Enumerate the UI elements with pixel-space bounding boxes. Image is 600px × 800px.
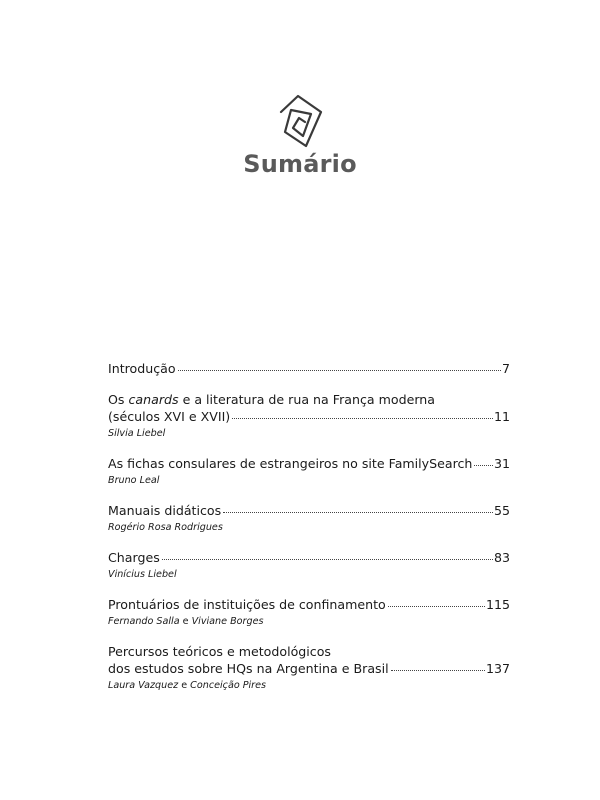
toc-entry-title: Prontuários de instituições de confinamento [108, 597, 386, 612]
toc-entry-title: Charges [108, 550, 160, 565]
toc-page-number: 115 [485, 597, 510, 612]
toc-entry-canards [108, 391, 510, 441]
author-conjunction: e [179, 616, 192, 627]
toc-line[interactable] [108, 408, 510, 425]
toc-authors [108, 615, 510, 629]
toc-page-number: 31 [493, 456, 510, 471]
toc-entry-title: As fichas consulares de estrangeiros no site FamilySearch [108, 456, 473, 471]
author-conjunction: e [178, 680, 191, 691]
toc-line[interactable] [108, 549, 510, 566]
toc-entry-title-line1[interactable]: Percursos teóricos e metodológicos [108, 644, 331, 659]
toc-entry-charges [108, 549, 510, 582]
toc-author: Conceição Pires [190, 680, 267, 691]
toc-author: Bruno Leal [108, 475, 160, 486]
toc-entry-introducao [108, 360, 510, 377]
toc-title-italic: canards [128, 392, 179, 407]
toc-page-number: 83 [493, 550, 510, 565]
toc-author: Viviane Borges [191, 616, 264, 627]
toc-entry-manuais [108, 502, 510, 535]
toc-authors [108, 679, 510, 693]
square-spiral-icon [277, 92, 327, 150]
dot-leader [474, 465, 493, 466]
dot-leader [232, 418, 493, 419]
toc-author: Laura Vazquez [108, 680, 179, 691]
dot-leader [388, 606, 485, 607]
toc-page-number: 7 [501, 361, 510, 376]
dot-leader [223, 512, 493, 513]
toc-author: Fernando Salla [108, 616, 180, 627]
toc-author: Silvia Liebel [108, 428, 166, 439]
page-title: Sumário [243, 150, 357, 178]
toc-entry-percursos [108, 643, 510, 693]
dot-leader [391, 670, 485, 671]
toc-page-number: 137 [485, 661, 510, 676]
toc-entry-title: Manuais didáticos [108, 503, 222, 518]
toc-author: Rogério Rosa Rodrigues [108, 522, 223, 533]
toc-entry-prontuarios [108, 596, 510, 629]
toc-entry-fichas [108, 455, 510, 488]
table-of-contents [108, 360, 510, 707]
toc-page-number: 55 [493, 503, 510, 518]
toc-entry-title-line1[interactable] [108, 391, 510, 408]
toc-line[interactable] [108, 360, 510, 377]
toc-page-number: 11 [493, 409, 510, 424]
toc-entry-title-line2: (séculos XVI e XVII) [108, 409, 231, 424]
toc-author: Vinícius Liebel [108, 569, 177, 580]
toc-title-part: Os [108, 392, 129, 407]
dot-leader [162, 559, 493, 560]
toc-line[interactable] [108, 455, 510, 472]
toc-line[interactable] [108, 660, 510, 677]
toc-line[interactable] [108, 596, 510, 613]
toc-title-part: e a literatura de rua na França moderna [178, 392, 435, 407]
dot-leader [178, 370, 501, 371]
toc-line[interactable] [108, 502, 510, 519]
toc-entry-title-line2: dos estudos sobre HQs na Argentina e Brasil [108, 661, 389, 676]
toc-entry-title: Introdução [108, 361, 176, 376]
